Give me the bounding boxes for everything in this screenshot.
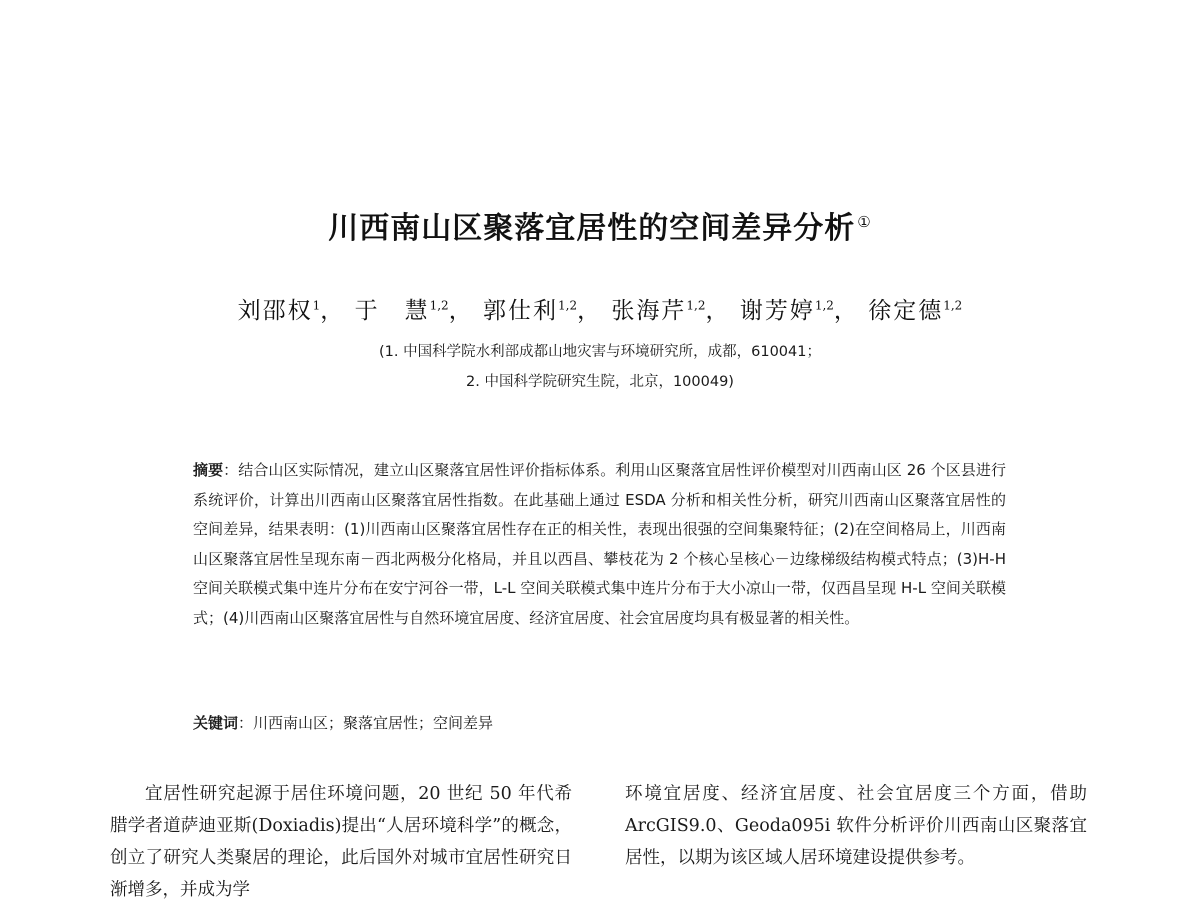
body-column-right: 环境宜居度、经济宜居度、社会宜居度三个方面，借助 ArcGIS9.0、Geoda095i 软件分析评价川西南山区聚落宜居性，以期为该区域人居环境建设提供参考。 bbox=[625, 784, 1087, 868]
author-name: 郭仕利 bbox=[483, 298, 559, 324]
keywords bbox=[193, 712, 1006, 733]
abstract-label: 摘要 bbox=[193, 461, 224, 479]
author-name: 徐定德 bbox=[868, 298, 944, 324]
paper-title bbox=[0, 203, 1200, 247]
title-footnote-mark: ① bbox=[857, 213, 872, 231]
author-affiliation-mark: 1,2 bbox=[814, 298, 834, 313]
affiliation-line-1: (1. 中国科学院水利部成都山地灾害与环境研究所，成都，610041； bbox=[379, 344, 821, 360]
author-name: 谢芳婷 bbox=[739, 298, 815, 324]
abstract-text: ：结合山区实际情况，建立山区聚落宜居性评价指标体系。利用山区聚落宜居性评价模型对川西南山区 26 个区县进行系统评价，计算出川西南山区聚落宜居性指数。在此基础上通过 ESDA 分析和相关性分析，研究川西南山区聚落宜居性的空间差异，结果表明：(1)川西南山区聚落宜居性存在正的相关性，表现出很强的空间集聚特征；(2)在空间格局上，川西南山区聚落宜居性呈现东南－西北两极分化格局，并且以西昌、攀枝花为 2 个核心呈核心－边缘梯级结构模式特点；(3)H-H 空间关联模式集中连片分布在安宁河谷一带，L-L 空间关联模式集中连片分布于大小凉山一带，仅西昌呈现 H-L 空间关联模式；(4)川西南山区聚落宜居性与自然环境宜居度、经济宜居度、社会宜居度均具有极显著的相关性。 bbox=[193, 461, 1006, 627]
author-name: 刘邵权 bbox=[237, 298, 313, 324]
author-name: 张海芹 bbox=[611, 298, 687, 324]
abstract bbox=[193, 456, 1006, 634]
author-affiliation-mark: 1 bbox=[312, 298, 321, 313]
author-affiliation-mark: 1,2 bbox=[943, 298, 963, 313]
affiliation-line-2: 2. 中国科学院研究生院，北京，100049) bbox=[466, 374, 734, 390]
author-name: 于 慧 bbox=[354, 298, 430, 324]
author-list: 刘邵权$^1$， 于 慧$^{1,2}$， 郭仕利$^{1,2}$， 张海芹$^{1,2}$， 谢芳婷$^{1,2}$， 徐定德$^{1,2}$ bbox=[237, 298, 963, 324]
paper-title-text: 川西南山区聚落宜居性的空间差异分析 bbox=[328, 211, 856, 246]
author-affiliation-mark: 1,2 bbox=[558, 298, 578, 313]
author-affiliation-mark: 1,2 bbox=[429, 298, 449, 313]
body-column-left: 宜居性研究起源于居住环境问题，20 世纪 50 年代希腊学者道萨迪亚斯(Doxiadis)提出“人居环境科学”的概念，创立了研究人类聚居的理论，此后国外对城市宜居性研究日渐增多，并成为学 bbox=[110, 784, 572, 900]
keywords-label: 关键词 bbox=[193, 714, 239, 732]
author-affiliation-mark: 1,2 bbox=[686, 298, 706, 313]
keywords-text: ：川西南山区；聚落宜居性；空间差异 bbox=[238, 714, 494, 732]
